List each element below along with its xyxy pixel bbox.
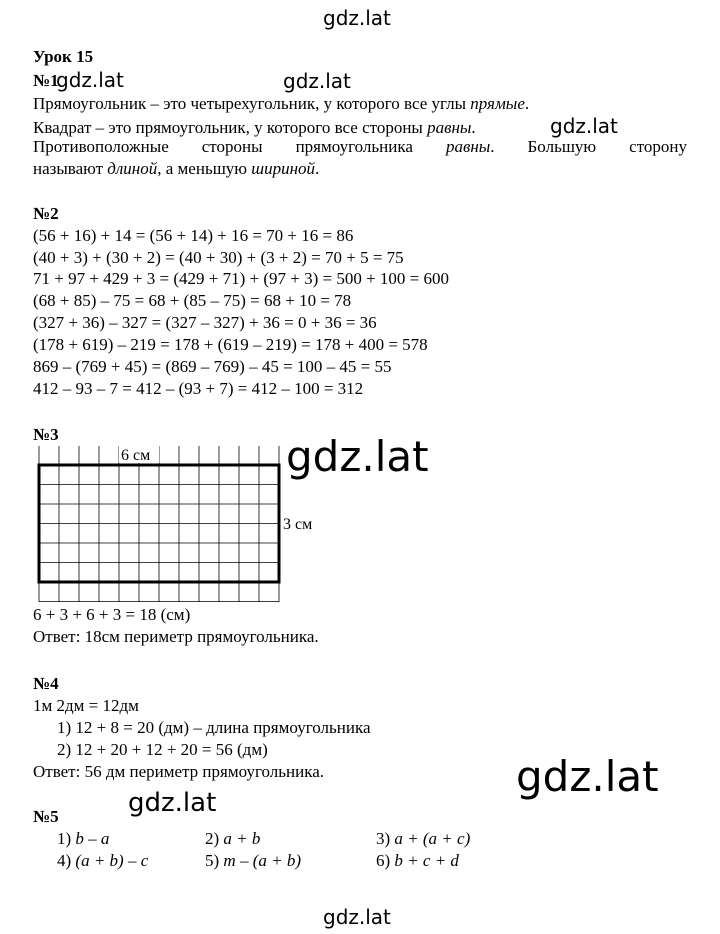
task4-answer: Ответ: 56 дм периметр прямоугольника.	[33, 762, 325, 781]
task5-item-3: 3) a + (a + c)	[376, 829, 471, 848]
task4-step-1: 1) 12 + 8 = 20 (дм) – длина прямоугольника	[57, 718, 371, 737]
task2-number: №2	[33, 204, 59, 223]
task5-item-6: 6) b + c + d	[376, 851, 459, 870]
watermark-n1-b: gdz.lat	[283, 69, 351, 93]
task3-number: №3	[33, 425, 59, 444]
task4-step-2: 2) 12 + 20 + 12 + 20 = 56 (дм)	[57, 740, 268, 759]
task1-number: №1	[33, 71, 59, 90]
width-label: 3 см	[283, 516, 313, 533]
grid-lines	[39, 446, 279, 602]
task2-line-5: (327 + 36) – 327 = (327 – 327) + 36 = 0 + 36 = 36	[33, 313, 377, 332]
watermark-top: gdz.lat	[323, 6, 391, 30]
task1-sentence-2: Квадрат – это прямоугольник, у которого все стороны равны.	[33, 118, 476, 137]
task2-line-8: 412 – 93 – 7 = 412 – (93 + 7) = 412 – 100 = 312	[33, 379, 364, 398]
task4-number: №4	[33, 674, 59, 693]
length-label: 6 см	[121, 447, 151, 464]
watermark-n5: gdz.lat	[128, 788, 217, 818]
watermark-bottom: gdz.lat	[323, 905, 391, 929]
task2-line-7: 869 – (769 + 45) = (869 – 769) – 45 = 100 – 45 = 55	[33, 357, 392, 376]
watermark-n1-a: gdz.lat	[56, 68, 124, 92]
task5-item-5: 5) m – (a + b)	[205, 851, 301, 870]
task1-sentence-4: называют длиной, а меньшую шириной.	[33, 159, 320, 178]
task3-answer: Ответ: 18см периметр прямоугольника.	[33, 627, 319, 646]
lesson-title: Урок 15	[33, 47, 94, 66]
watermark-n1-c: gdz.lat	[546, 116, 618, 136]
task5-item-4: 4) (a + b) – c	[57, 851, 149, 870]
task3-equation: 6 + 3 + 6 + 3 = 18 (см)	[33, 605, 191, 624]
task1-sentence-1: Прямоугольник – это четырехугольник, у которого все углы прямые.	[33, 94, 530, 113]
task2-line-4: (68 + 85) – 75 = 68 + (85 – 75) = 68 + 10 = 78	[33, 291, 352, 310]
watermark-big-n3: gdz.lat	[286, 432, 429, 481]
task2-line-1: (56 + 16) + 14 = (56 + 14) + 16 = 70 + 16 = 86	[33, 226, 354, 245]
task2-line-6: (178 + 619) – 219 = 178 + (619 – 219) = 178 + 400 = 578	[33, 335, 428, 354]
task2-line-2: (40 + 3) + (30 + 2) = (40 + 30) + (3 + 2) = 70 + 5 = 75	[33, 248, 404, 267]
task5-item-2: 2) a + b	[205, 829, 261, 848]
task1-sentence-3: Противоположные стороны прямоугольника равны. Большую сторону	[33, 137, 687, 156]
watermark-big-n4: gdz.lat	[516, 752, 659, 801]
task5-number: №5	[33, 807, 59, 826]
task4-conversion: 1м 2дм = 12дм	[33, 696, 139, 715]
task5-item-1: 1) b – a	[57, 829, 110, 848]
task2-line-3: 71 + 97 + 429 + 3 = (429 + 71) + (97 + 3) = 500 + 100 = 600	[33, 269, 450, 288]
grid-diagram	[33, 444, 323, 608]
